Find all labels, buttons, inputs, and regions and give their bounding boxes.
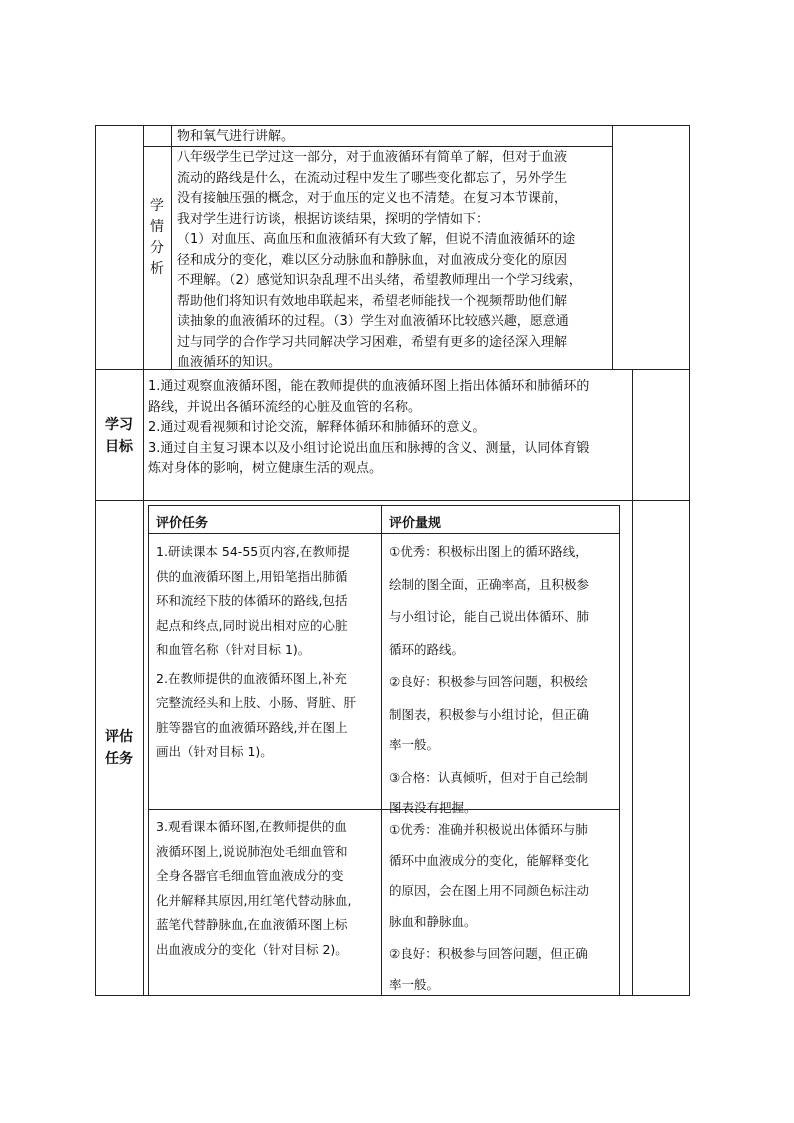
eval-rubric-2: ①优秀：准确并积极说出体循环与肺 循环中血液成分的变化，能解释变化 的原因，会在图上用不同颜色标注动 脉血和静脉血。 ②良好：积极参与回答问题，但正确 率一般。 bbox=[389, 822, 590, 992]
col-divider-right bbox=[612, 125, 613, 369]
eval-task-2: 3.观看课本循环图,在教师提供的血 液循环图上,说说肺泡处毛细血管和 全身各器官毛细血管血液成分的变 化并解释其原因,用红笔代替动脉血, 蓝笔代替静脉血,在血液循环图上标 出血液成分的变化（针对目标 2)。 bbox=[156, 819, 352, 957]
eval-task-1: 1.研读课本 54-55页内容,在教师提 供的血液循环图上,用铅笔指出肺循 环和流经下肢的体循环的路线,包括 起点和终点,同时说出相对应的心脏 和血管名称（针对目标 1)。 2.在教师提供的血液循环图上,补充 完整流经头和上肢、小肠、肾脏、肝 脏等器官的血液循环路线,并在图上 画出（针对目标 1)。 bbox=[156, 544, 357, 759]
eval-header-task: 评价任务 bbox=[156, 516, 209, 531]
student-analysis-text: 八年级学生已学过这一部分，对于血液循环有简单了解，但对于血液 流动的路线是什么，在流动过程中发生了哪些变化都忘了，另外学生 没有接触压强的概念，对于血压的定义也不清楚。在复习本节课前， 我对学生进行访谈，根据访谈结果，探明的学情如下： （1）对血压、高血压和血液循环有大致了解，但说不清血液循环的途 径和成分的变化，难以区分动脉血和静脉血，对血液成分变化的原因 不理解。（2）感觉知识杂乱理不出头绪，希望教师理出一个学习线索， 帮助他们将知识有效地串联起来，希望老师能找一个视频帮助他们解 读抽象的血液循环的过程。（3）学生对血液循环比较感兴趣，愿意通 过与同学的合作学习共同解决学习困难，希望有更多的途径深入理解 血液循环的知识。 bbox=[177, 150, 582, 370]
objectives-text: 1.通过观察血液循环图，能在教师提供的血液循环图上指出体循环和肺循环的 路线，并说出各循环流经的心脏及血管的名称。 2.通过观看视频和讨论交流，解释体循环和肺循环的意义。 3.通过自主复习课本以及小组讨论说出血压和脉搏的含义、测量，认同体育锻 炼对身体的影响，树立健康生活的观点。 bbox=[148, 379, 590, 476]
student-analysis-label: 学 情 分 析 bbox=[150, 198, 164, 277]
col-divider-right-lower bbox=[632, 369, 633, 996]
col-divider-inner bbox=[171, 125, 172, 369]
eval-col-divider bbox=[381, 505, 382, 996]
prev-row-text: 物和氧气进行讲解。 bbox=[177, 129, 295, 144]
evaluation-label: 评估 任务 bbox=[105, 729, 133, 767]
row-divider-3 bbox=[95, 500, 690, 501]
objectives-label: 学习 目标 bbox=[105, 417, 133, 455]
eval-header-divider bbox=[148, 533, 620, 534]
eval-header-rubric: 评价量规 bbox=[389, 516, 442, 531]
eval-rubric-1: ①优秀：积极标出图上的循环路线， 绘制的图全面，正确率高，且积极参 与小组讨论，能自己说出体循环、肺 循环的路线。 ②良好：积极参与回答问题，积极绘 制图表，积极参与小组讨论，但正确 率一般。 ③合格：认真倾听，但对于自己绘制 图表没有把握。 bbox=[389, 544, 590, 815]
